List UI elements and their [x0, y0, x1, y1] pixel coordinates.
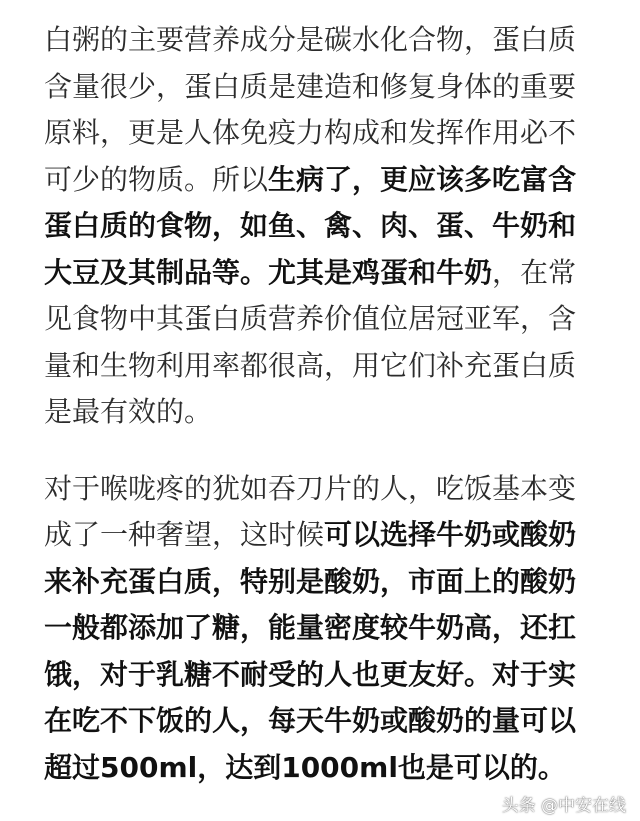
article-body — [44, 17, 604, 791]
bold-text-segment: 在吃不下饭的人，每天牛奶或酸奶的量可以 — [44, 704, 577, 737]
text-segment: 成了一种奢望，这时候 — [44, 518, 325, 551]
text-segment: 对于喉咙疼的犹如吞刀片的人，吃饭基本变 — [44, 471, 577, 505]
text-segment: ，在常 — [492, 255, 577, 289]
bold-text-segment: 饿，对于乳糖不耐受的人也更友好。对于实 — [44, 657, 577, 691]
text-segment: 原料，更是人体免疫力构成和发挥作用必不 — [44, 116, 577, 149]
bold-text-segment: 来补充蛋白质，特别是酸奶，市面上的酸奶 — [44, 564, 577, 598]
text-line — [44, 652, 604, 699]
text-line — [44, 203, 604, 250]
watermark-text: 头条 @中安在线 — [501, 796, 626, 816]
text-line — [44, 605, 604, 652]
bold-text-segment: 可以选择牛奶或酸奶 — [324, 518, 577, 551]
watermark — [502, 791, 626, 816]
text-line — [44, 343, 604, 390]
text-segment: 含量很少，蛋白质是建造和修复身体的重要 — [44, 69, 577, 103]
text-segment: 量和生物利用率都很高，用它们补充蛋白质 — [44, 348, 577, 382]
text-line — [44, 17, 604, 64]
text-segment: 可少的物质。所以 — [44, 162, 269, 196]
text-line — [44, 466, 604, 513]
text-line — [44, 110, 604, 157]
text-line — [44, 559, 604, 606]
text-line — [44, 64, 604, 111]
text-line — [44, 389, 604, 436]
text-line — [44, 745, 604, 792]
text-segment: 见食物中其蛋白质营养价值位居冠亚军，含 — [44, 302, 577, 335]
text-line — [44, 157, 604, 204]
text-line — [44, 250, 604, 297]
text-segment: 是最有效的。 — [44, 395, 213, 428]
text-line — [44, 698, 604, 745]
bold-text-segment: 蛋白质的食物，如鱼、禽、肉、蛋、牛奶和 — [44, 209, 577, 242]
text-line — [44, 512, 604, 559]
paragraph — [44, 466, 604, 792]
bold-text-segment: 超过500ml，达到1000ml也是可以的。 — [44, 750, 566, 784]
text-line — [44, 296, 604, 343]
paragraph — [44, 17, 604, 436]
text-segment: 白粥的主要营养成分是碳水化合物，蛋白质 — [44, 23, 577, 56]
bold-text-segment: 大豆及其制品等。尤其是鸡蛋和牛奶 — [44, 255, 493, 289]
bold-text-segment: 生病了，更应该多吃富含 — [268, 162, 577, 196]
bold-text-segment: 一般都添加了糖，能量密度较牛奶高，还扛 — [44, 611, 577, 644]
